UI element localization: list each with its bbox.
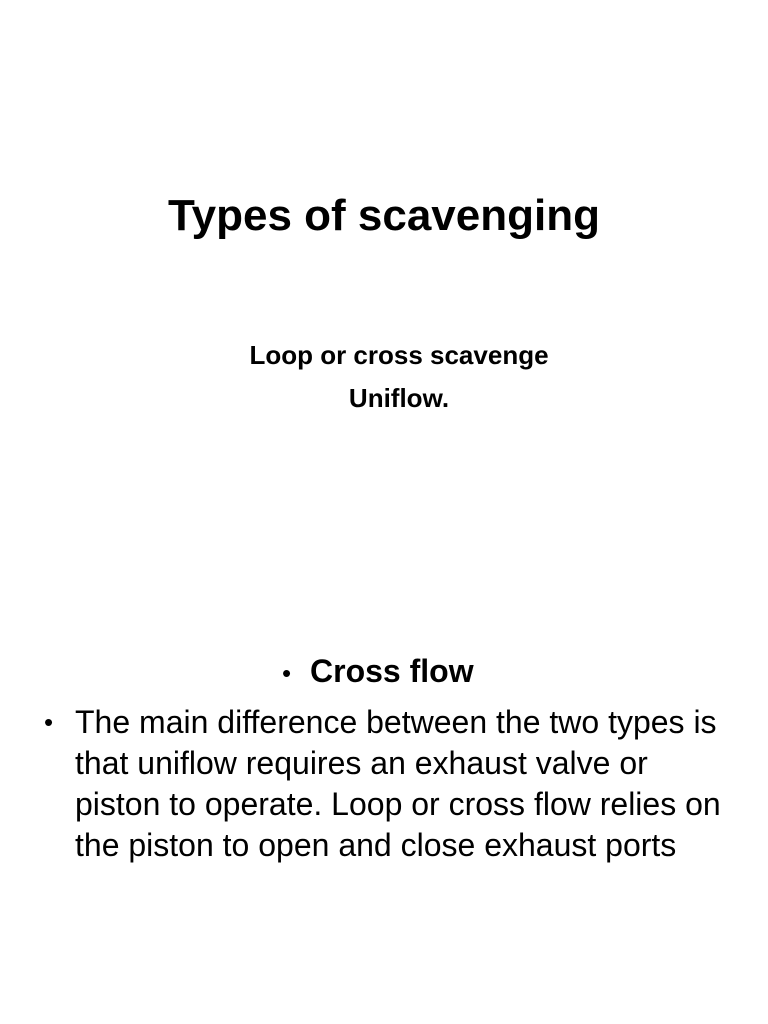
subtitle-block [0,334,768,420]
bullet-heading-text: Cross flow [310,653,474,689]
subtitle-uniflow: Uniflow. [348,383,450,413]
bullet-main-difference [44,702,724,866]
bullet-marker: • [44,707,54,737]
slide-title: Types of scavenging [168,191,600,240]
bullet-body-text: The main difference between the two types is that uniflow requires an exhaust valve or piston to operate. Loop or cross flow relies on the piston to open and close exhaust ports [75,704,721,863]
bullet-cross-flow [282,651,474,693]
bullet-marker: • [282,658,292,688]
subtitle-loop: Loop or cross scavenge [249,340,549,370]
